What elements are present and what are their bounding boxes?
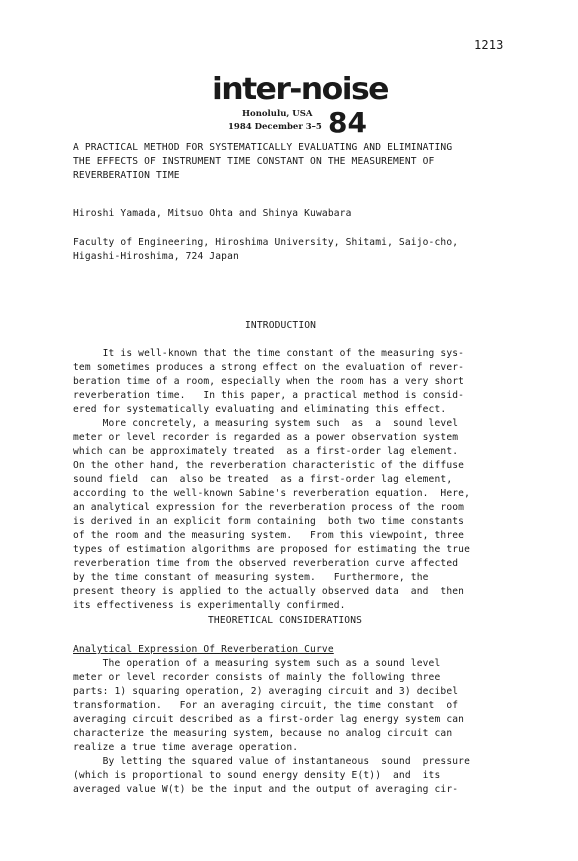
body-line: parts: 1) squaring operation, 2) averaging circuit and 3) decibel [73, 686, 459, 697]
logo-year: 84 [328, 106, 367, 139]
page-number: 1213 [474, 38, 504, 52]
body-line: averaging circuit described as a first-order lag energy system can [73, 714, 465, 725]
body-line: an analytical expression for the reverberation process of the room [73, 502, 465, 513]
body-line: meter or level recorder is regarded as a power observation system [73, 432, 459, 443]
body-line: transformation. For an averaging circuit, the time constant of [73, 700, 459, 711]
logo-dates: 1984 December 3–5 [228, 122, 322, 132]
body-line: which can be approximately treated as a first-order lag element. [73, 446, 459, 457]
title-line: THE EFFECTS OF INSTRUMENT TIME CONSTANT ON THE MEASUREMENT OF [73, 156, 435, 167]
body-line: By letting the squared value of instantaneous sound pressure [73, 756, 471, 767]
body-line: tem sometimes produces a strong effect on the evaluation of rever- [73, 362, 465, 373]
theory-heading: THEORETICAL CONSIDERATIONS [208, 615, 363, 626]
body-line: realize a true time average operation. [73, 742, 299, 753]
body-line: On the other hand, the reverberation characteristic of the diffuse [73, 460, 465, 471]
body-line: ered for systematically evaluating and eliminating this effect. [73, 404, 447, 415]
body-line: More concretely, a measuring system such as a sound level [73, 418, 459, 429]
body-line: reverberation time. In this paper, a practical method is consid- [73, 390, 465, 401]
affiliation-line: Higashi-Hiroshima, 724 Japan [73, 251, 239, 262]
body-line: (which is proportional to sound energy density E(t)) and its [73, 770, 441, 781]
body-line: reverberation time from the observed reverberation curve affected [73, 558, 459, 569]
affiliation-line: Faculty of Engineering, Hiroshima University, Shitami, Saijo-cho, [73, 237, 459, 248]
body-line: of the room and the measuring system. From this viewpoint, three [73, 530, 465, 541]
introduction-heading: INTRODUCTION [245, 320, 317, 331]
body-line: meter or level recorder consists of mainly the following three [73, 672, 441, 683]
body-line: averaged value W(t) be the input and the output of averaging cir- [73, 784, 459, 795]
title-line: A PRACTICAL METHOD FOR SYSTEMATICALLY EVALUATING AND ELIMINATING [73, 142, 453, 153]
body-line: The operation of a measuring system such as a sound level [73, 658, 441, 669]
body-line: beration time of a room, especially when the room has a very short [73, 376, 465, 387]
body-line: is derived in an explicit form containing both two time constants [73, 516, 465, 527]
authors: Hiroshi Yamada, Mitsuo Ohta and Shinya Kuwabara [73, 208, 352, 219]
body-line: present theory is applied to the actually observed data and then [73, 586, 465, 597]
body-line: according to the well-known Sabine's reverberation equation. Here, [73, 488, 471, 499]
body-line: types of estimation algorithms are proposed for estimating the true [73, 544, 471, 555]
body-line: characterize the measuring system, because no analog circuit can [73, 728, 453, 739]
theory-subheading: Analytical Expression Of Reverberation Curve [73, 644, 334, 655]
title-line: REVERBERATION TIME [73, 170, 180, 181]
logo-word: inter-noise [212, 72, 388, 107]
body-line: sound field can also be treated as a first-order lag element, [73, 474, 453, 485]
body-line: It is well-known that the time constant of the measuring sys- [73, 348, 465, 359]
logo-city: Honolulu, USA [242, 109, 313, 119]
body-line: its effectiveness is experimentally confirmed. [73, 600, 346, 611]
body-line: by the time constant of measuring system. Furthermore, the [73, 572, 429, 583]
